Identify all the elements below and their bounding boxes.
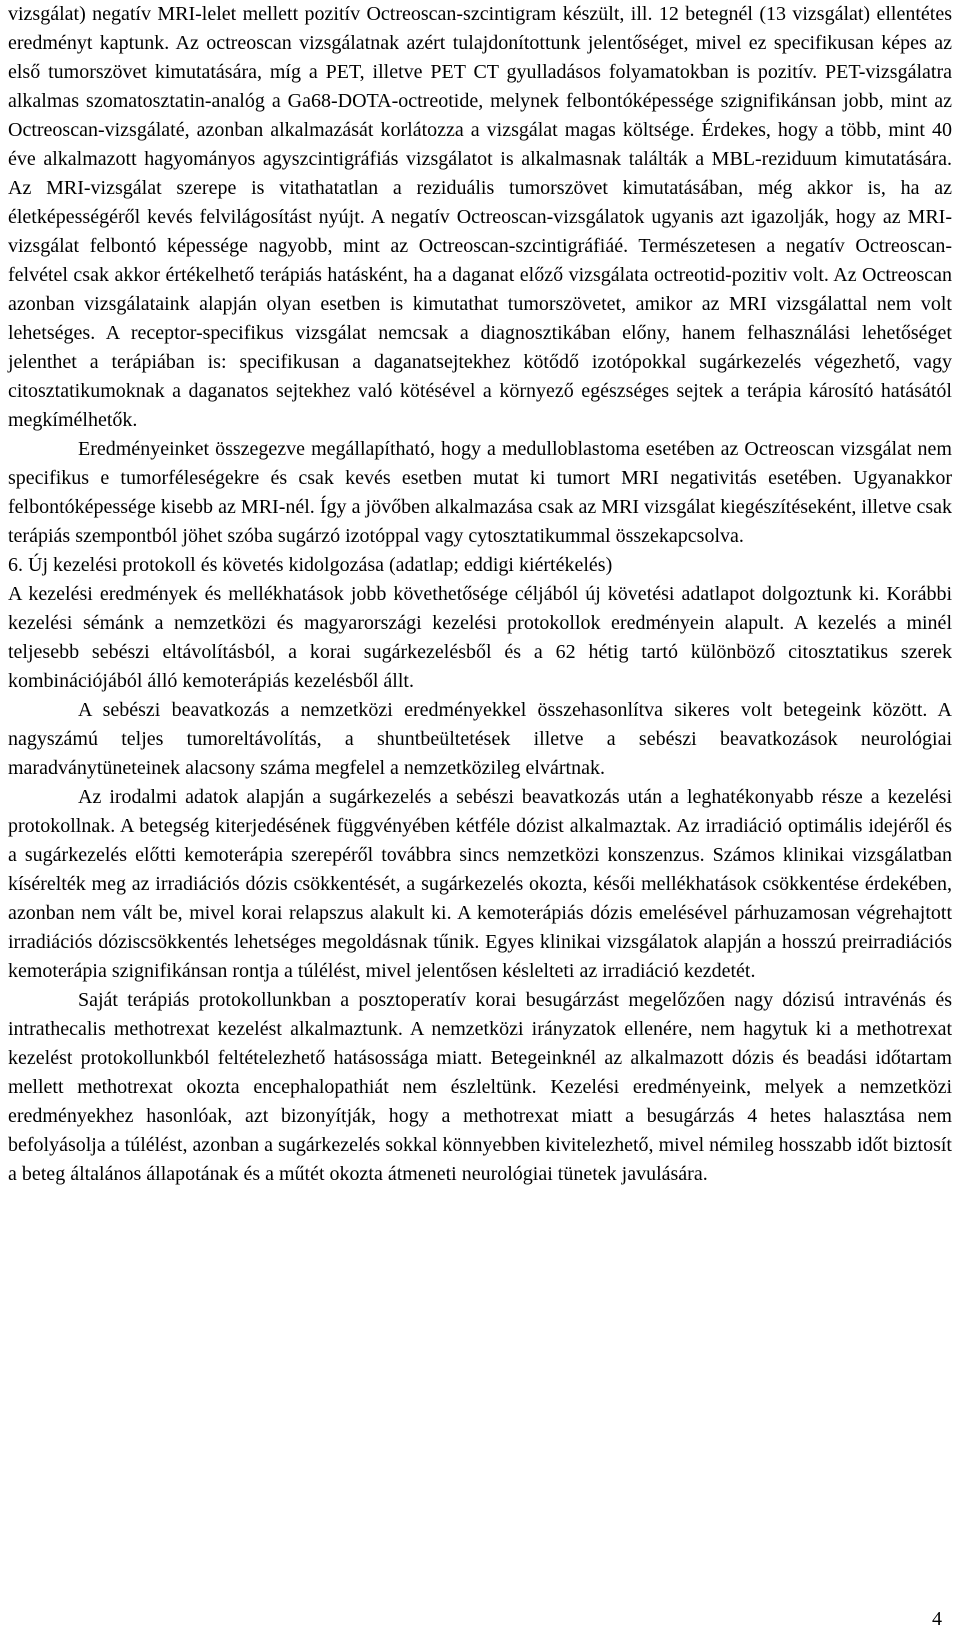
paragraph: Eredményeinket összegezve megállapítható, hogy a medulloblastoma esetében az Octreoscan vizsgálat nem specifikus e tumorféleségekre és csak kevés esetben mutat ki tumort MRI negativitás esetében. Ugyanakkor felbontóképessége kisebb az MRI-nél. Így a jövőben alkalmazása csak az MRI vizsgálat kiegészítéseként, illetve csak terápiás szempontból jöhet szóba sugárzó izotóppal vagy cytosztatikummal összekapcsolva. (8, 438, 952, 547)
paragraph: A kezelési eredmények és mellékhatások jobb követhetősége céljából új követési adatlapot dolgoztunk ki. Korábbi kezelési sémánk a nemzetközi és magyarországi kezelési protokollok eredményein alapult. A kezelés a minél teljesebb sebészi eltávolításból, a korai sugárkezelésből és a 62 hétig tartó különböző citosztatikus szerek kombinációjából álló kemoterápiás kezelésből állt. (8, 583, 952, 692)
paragraph: Az irodalmi adatok alapján a sugárkezelés a sebészi beavatkozás után a leghatékonyabb része a kezelési protokollnak. A betegség kiterjedésének függvényében kétféle dózist alkalmaztak. Az irradiáció optimális idejéről és a sugárkezelés előtti kemoterápia szerepéről továbbra sincs nemzetközi konszenzus. Számos klinikai vizsgálatban kísérelték meg az irradiációs dózis csökkentését, a sugárkezelés okozta, késői mellékhatások csökkentése érdekében, azonban nem vált be, mivel korai relapszus alakult ki. A kemoterápiás dózis emelésével párhuzamosan végrehajtott irradiációs dóziscsökkentés lehetséges megoldásnak tűnik. Egyes klinikai vizsgálatok alapján a hosszú preirradiációs kemoterápia szignifikánsan rontja a túlélést, mivel jelentősen késlelteti az irradiáció kezdetét. (8, 786, 952, 982)
paragraph: Saját terápiás protokollunkban a posztoperatív korai besugárzást megelőzően nagy dózisú intravénás és intrathecalis methotrexat kezelést alkalmaztunk. A nemzetközi irányzatok ellenére, nem hagytuk ki a methotrexat kezelést protokollunkból feltételezhető hatásossága miatt. Betegeinknél az alkalmazott dózis és beadási időtartam mellett methotrexat okozta encephalopathiát nem észleltünk. Kezelési eredményeink, melyek a nemzetközi eredményekhez hasonlóak, azt bizonyítják, hogy a methotrexat miatt a besugárzás 4 hetes halasztása nem befolyásolja a túlélést, azonban a sugárkezelés sokkal könnyebben kivitelezhető, mivel némileg hosszabb időt biztosít a beteg általános állapotának és a műtét okozta átmeneti neurológiai tünetek javulására. (8, 989, 952, 1185)
section-heading: 6. Új kezelési protokoll és követés kidolgozása (adatlap; eddigi kiértékelés) (8, 554, 613, 576)
paragraph: A sebészi beavatkozás a nemzetközi eredményekkel összehasonlítva sikeres volt betegeink között. A nagyszámú teljes tumoreltávolítás, a shuntbeültetések illetve a sebészi beavatkozások neurológiai maradványtüneteinek alacsony száma megfelel a nemzetközileg elvártnak. (8, 699, 952, 779)
paragraph: vizsgálat) negatív MRI-lelet mellett pozitív Octreoscan-szcintigram készült, ill. 12 betegnél (13 vizsgálat) ellentétes eredményt kaptunk. Az octreoscan vizsgálatnak azért tulajdonítottunk jelentőséget, mivel ez specifikusan képes az első tumorszövet kimutatására, míg a PET, illetve PET CT gyulladásos folyamatokban is pozitív. PET-vizsgálatra alkalmas szomatosztatin-analóg a Ga68-DOTA-octreotide, melynek felbontóképessége szignifikánsan jobb, mint az Octreoscan-vizsgálaté, azonban alkalmazását korlátozza a vizsgálat magas költsége. Érdekes, hogy a több, mint 40 éve alkalmazott hagyományos agyszcintigráfiás vizsgálatot is alkalmasnak találták a MBL-reziduum kimutatására. Az MRI-vizsgálat szerepe is vitathatatlan a reziduális tumorszövet kimutatásában, még akkor is, ha az életképességéről kevés felvilágosítást nyújt. A negatív Octreoscan-vizsgálatok ugyanis azt igazolják, hogy az MRI-vizsgálat felbontó képessége nagyobb, mint az Octreoscan-szcintigráfiáé. Természetesen a negatív Octreoscan-felvétel csak akkor értékelhető terápiás hatásként, ha a daganat előző vizsgálata octreotid-pozitiv volt. Az Octreoscan azonban vizsgálataink alapján olyan esetben is kimutathat tumorszövetet, amikor az MRI vizsgálattal nem volt lehetséges. A receptor-specifikus vizsgálat nemcsak a diagnosztikában előny, hanem felhasználási lehetőséget jelenthet a terápiában is: specifikusan a daganatsejtekhez kötődő izotópokkal sugárkezelés végezhető, vagy citosztatikumoknak a daganatos sejtekhez való kötésével a környező egészséges sejtek a terápia károsító hatásától megkímélhetők. (8, 3, 952, 431)
document-body (8, 0, 952, 1189)
page-number: 4 (932, 1608, 942, 1630)
